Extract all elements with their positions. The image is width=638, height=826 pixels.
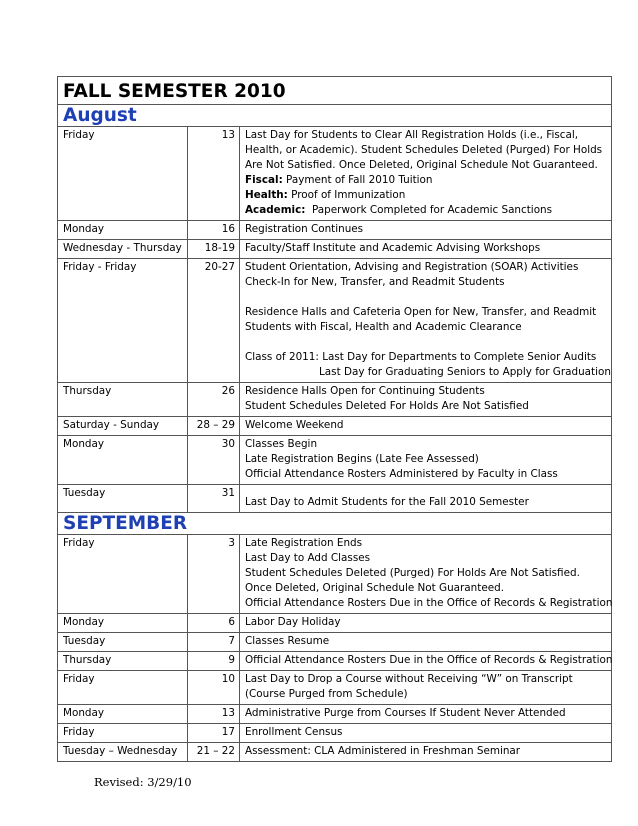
event-row — [58, 436, 612, 485]
event-day: Thursday — [58, 652, 188, 671]
event-line: Student Orientation, Advising and Registration (SOAR) Activities — [245, 261, 579, 273]
event-line: Student Schedules Deleted For Holds Are Not Satisfied — [245, 400, 529, 412]
event-line: Faculty/Staff Institute and Academic Advising Workshops — [245, 242, 541, 254]
event-day: Friday — [58, 671, 188, 705]
event-line: Assessment: CLA Administered in Freshman Seminar — [245, 745, 521, 757]
month-header-row — [58, 105, 612, 127]
event-description — [240, 417, 612, 436]
event-row — [58, 633, 612, 652]
event-row — [58, 671, 612, 705]
event-day: Saturday - Sunday — [58, 417, 188, 436]
event-date: 18-19 — [188, 240, 240, 259]
event-row — [58, 652, 612, 671]
event-line: Last Day to Add Classes — [245, 552, 371, 564]
event-line: Residence Halls Open for Continuing Students — [245, 385, 485, 397]
event-day: Wednesday - Thursday — [58, 240, 188, 259]
event-description — [240, 671, 612, 705]
event-row — [58, 535, 612, 614]
title-row — [58, 77, 612, 105]
event-date: 9 — [188, 652, 240, 671]
event-description — [240, 633, 612, 652]
event-row — [58, 485, 612, 513]
event-line — [245, 188, 607, 203]
event-description — [240, 436, 612, 485]
event-line: Official Attendance Rosters Administered by Faculty in Class — [245, 468, 558, 480]
event-line: Registration Continues — [245, 223, 364, 235]
event-description — [240, 652, 612, 671]
fall-semester-calendar-table — [57, 76, 612, 762]
event-line: Welcome Weekend — [245, 419, 344, 431]
event-line: Labor Day Holiday — [245, 616, 341, 628]
event-description — [240, 743, 612, 762]
event-day: Friday — [58, 127, 188, 221]
line-spacer — [245, 290, 607, 305]
event-line-text: Paperwork Completed for Academic Sanctions — [305, 204, 553, 216]
month-name: SEPTEMBER — [58, 513, 612, 535]
event-line: Last Day for Graduating Seniors to Apply for Graduation — [319, 366, 611, 378]
event-description — [240, 240, 612, 259]
event-row — [58, 417, 612, 436]
event-line: (Course Purged from Schedule) — [245, 688, 408, 700]
event-line: Last Day for Students to Clear All Registration Holds (i.e., Fiscal, Health, or Academic). Student Schedules Deleted (Purged) For Holds Are Not Satisfied. Once Deleted, Original Schedule Not Guaranteed. — [245, 129, 603, 171]
event-line — [245, 203, 607, 218]
event-day: Monday — [58, 221, 188, 240]
month-header-row — [58, 513, 612, 535]
event-row — [58, 724, 612, 743]
event-line-label: Fiscal: — [245, 174, 283, 186]
event-line-label: Academic: — [245, 204, 306, 216]
event-line: Administrative Purge from Courses If Student Never Attended — [245, 707, 566, 719]
event-date: 21 – 22 — [188, 743, 240, 762]
event-description — [240, 724, 612, 743]
event-day: Monday — [58, 614, 188, 633]
event-line-text: Payment of Fall 2010 Tuition — [282, 174, 433, 186]
event-description — [240, 221, 612, 240]
event-line: Last Day to Drop a Course without Receiving “W” on Transcript — [245, 673, 573, 685]
event-row — [58, 127, 612, 221]
event-date: 30 — [188, 436, 240, 485]
event-date: 31 — [188, 485, 240, 513]
event-line: Official Attendance Rosters Due in the Office of Records & Registration — [245, 654, 613, 666]
event-date: 28 – 29 — [188, 417, 240, 436]
event-day: Monday — [58, 705, 188, 724]
line-spacer — [245, 335, 607, 350]
month-name: August — [58, 105, 612, 127]
event-date: 7 — [188, 633, 240, 652]
event-line — [245, 173, 607, 188]
event-line: Check-In for New, Transfer, and Readmit Students — [245, 276, 505, 288]
event-line: Official Attendance Rosters Due in the Office of Records & Registration — [245, 597, 613, 609]
event-day: Friday - Friday — [58, 259, 188, 383]
event-description — [240, 535, 612, 614]
event-row — [58, 240, 612, 259]
event-day: Monday — [58, 436, 188, 485]
event-date: 17 — [188, 724, 240, 743]
event-line-text: Proof of Immunization — [287, 189, 406, 201]
event-date: 6 — [188, 614, 240, 633]
event-line: Late Registration Begins (Late Fee Assessed) — [245, 453, 479, 465]
event-date: 13 — [188, 705, 240, 724]
event-date: 13 — [188, 127, 240, 221]
event-description — [240, 485, 612, 513]
event-description — [240, 705, 612, 724]
event-row — [58, 743, 612, 762]
event-description — [240, 127, 612, 221]
event-date: 20-27 — [188, 259, 240, 383]
event-line: Late Registration Ends — [245, 537, 363, 549]
event-day: Thursday — [58, 383, 188, 417]
event-day: Friday — [58, 535, 188, 614]
event-day: Tuesday – Wednesday — [58, 743, 188, 762]
event-row — [58, 705, 612, 724]
event-description — [240, 383, 612, 417]
revised-date: Revised: 3/29/10 — [94, 775, 192, 789]
event-line: Enrollment Census — [245, 726, 343, 738]
event-row — [58, 259, 612, 383]
calendar-body — [58, 77, 612, 762]
event-line-label: Health: — [245, 189, 288, 201]
event-line: Last Day to Admit Students for the Fall 2010 Semester — [245, 496, 529, 508]
event-day: Tuesday — [58, 633, 188, 652]
event-description — [240, 259, 612, 383]
event-row — [58, 383, 612, 417]
event-date: 26 — [188, 383, 240, 417]
event-description — [240, 614, 612, 633]
event-date: 10 — [188, 671, 240, 705]
event-line: Class of 2011: Last Day for Departments to Complete Senior Audits — [245, 351, 597, 363]
event-row — [58, 221, 612, 240]
event-line: Residence Halls and Cafeteria Open for New, Transfer, and Readmit Students with Fiscal, Health and Academic Clearance — [245, 306, 597, 333]
event-date: 3 — [188, 535, 240, 614]
event-line: Classes Resume — [245, 635, 330, 647]
event-day: Friday — [58, 724, 188, 743]
event-day: Tuesday — [58, 485, 188, 513]
event-row — [58, 614, 612, 633]
event-date: 16 — [188, 221, 240, 240]
event-line: Student Schedules Deleted (Purged) For Holds Are Not Satisfied. Once Deleted, Original Schedule Not Guaranteed. — [245, 567, 580, 594]
event-line: Classes Begin — [245, 438, 318, 450]
semester-title: FALL SEMESTER 2010 — [58, 77, 612, 105]
